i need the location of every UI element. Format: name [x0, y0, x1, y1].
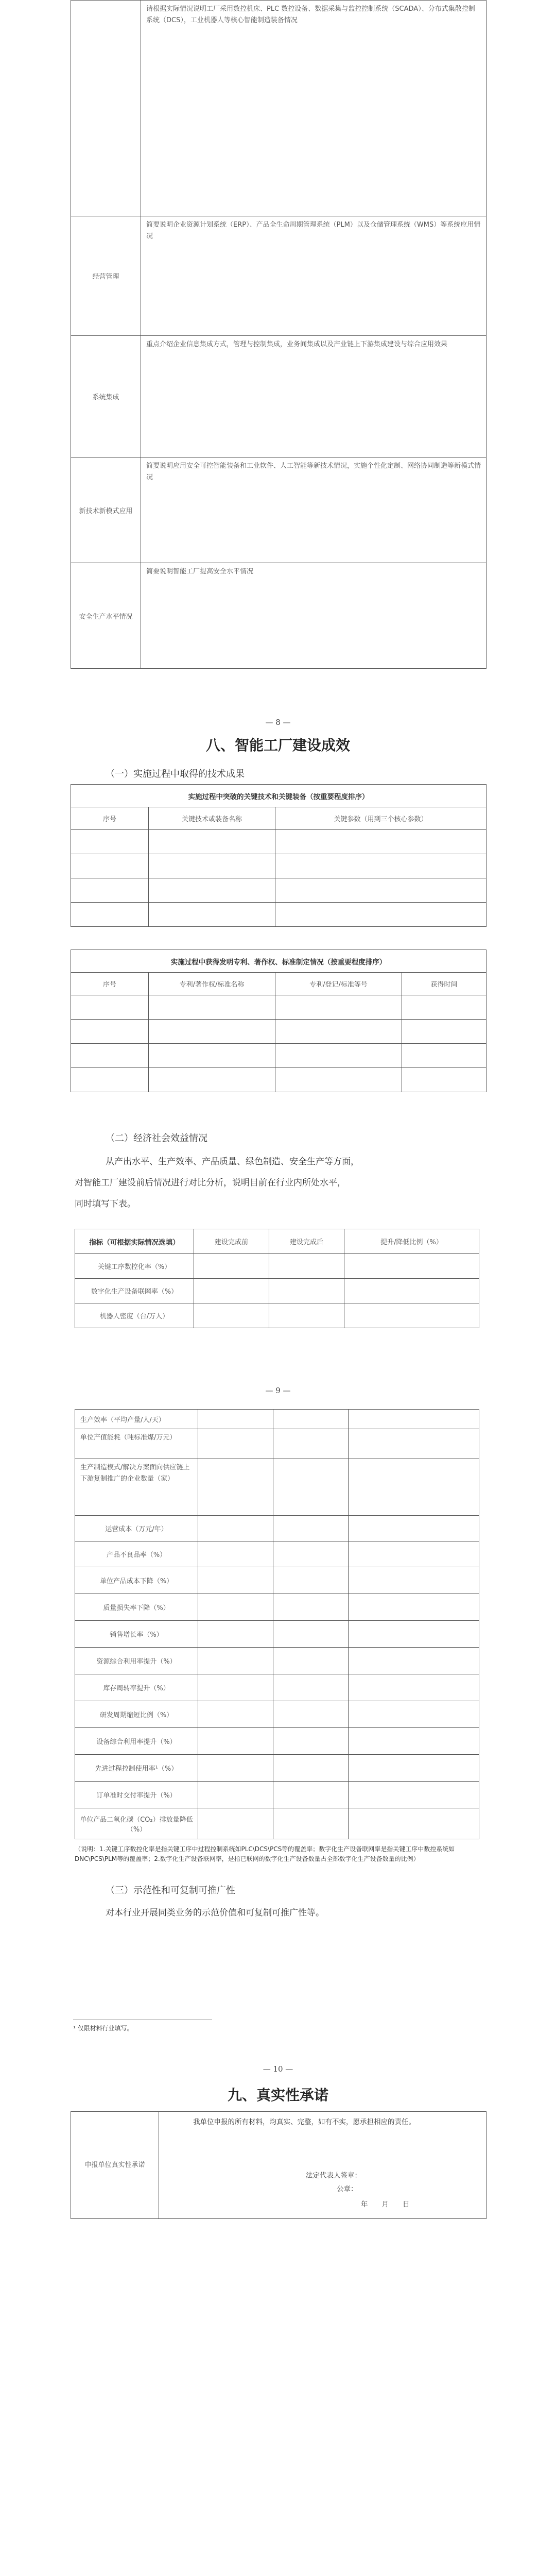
table-note: （说明：1.关键工序数控化率是指关键工序中过程控制系统如PLC\DCS\PCS等的覆盖率；数字化生产设备联网率是指关键工序中数控系统如DNC\PCS\PLM等的覆盖率；2.数字化生产设备联网率，是指已联网的数字化生产设备数量占全部数字化生产设备数量的比例） [75, 1845, 455, 1862]
subheading-tech-results: （一）实施过程中取得的技术成果 [106, 769, 245, 779]
indicator-label: 先进过程控制使用率¹（%） [75, 1755, 198, 1782]
indicator-label: 生产制造模式/解决方案面向供应链上下游复制推广的企业数量（家） [75, 1459, 198, 1516]
s7-text-3: 简要说明应用安全可控智能装备和工业软件、人工智能等新技术情况，实施个性化定制、网络协同制造等新模式情况 [141, 457, 486, 563]
date-line: 年 月 日 [361, 2200, 410, 2209]
ind-col-before: 建设完成前 [194, 1229, 269, 1254]
indicator-label: 设备综合利用率提升（%） [75, 1728, 198, 1755]
table-row [75, 1728, 479, 1755]
s7-label-1: 经营管理 [71, 216, 141, 336]
declare-text: 我单位申报的所有材料，均真实、完整，如有不实，愿承担相应的责任。 [193, 2118, 415, 2126]
legal-rep-sign: 法定代表人签章： [306, 2172, 361, 2180]
table-row [75, 1674, 479, 1701]
para-demonstration: 对本行业开展同类业务的示范价值和可复制可推广性等。 [106, 1908, 324, 1918]
indicator-label: 单位产值能耗（吨标准煤/万元） [75, 1429, 198, 1459]
section7-table [71, 0, 486, 669]
declare-label: 申报单位真实性承诺 [71, 2112, 159, 2219]
s7-label-4: 安全生产水平情况 [71, 563, 141, 669]
patent-table-title: 实施过程中获得发明专利、著作权、标准制定情况（按重要程度排序） [71, 950, 486, 973]
indicator-label: 数字化生产设备联网率（%） [75, 1279, 194, 1303]
table-row [75, 1541, 479, 1567]
s7-label-2: 系统集成 [71, 336, 141, 457]
indicator-label: 单位产品成本下降（%） [75, 1567, 198, 1594]
indicator-label: 关键工序数控化率（%） [75, 1254, 194, 1279]
table-row [71, 903, 486, 927]
patent-col-date: 获得时间 [402, 973, 486, 995]
page-number-10: — 10 — [263, 2064, 293, 2074]
page-number-8: — 8 — [265, 718, 291, 727]
table-row [75, 1621, 479, 1648]
subheading-economic: （二）经济社会效益情况 [106, 1133, 207, 1144]
section8-title: 八、智能工厂建设成效 [205, 737, 350, 754]
table-row [75, 1755, 479, 1782]
tech-table [71, 784, 486, 927]
table-row [71, 1068, 486, 1092]
indicator-label: 订单准时交付率提升（%） [75, 1782, 198, 1808]
page-number-9: — 9 — [265, 1386, 291, 1395]
s7-text-4: 简要说明智能工厂提高安全水平情况 [141, 563, 486, 669]
table-row [75, 1567, 479, 1594]
section9-title: 九、真实性承诺 [227, 2087, 328, 2104]
indicator-table-p9 [75, 1409, 479, 1839]
patent-col-number: 专利/登记/标准等号 [275, 973, 402, 995]
table-row [75, 1254, 479, 1279]
table-row [75, 1701, 479, 1728]
indicator-label: 研发周期缩短比例（%） [75, 1701, 198, 1728]
indicator-label: 生产效率（平均产量/人/天） [75, 1410, 198, 1429]
table-row [71, 830, 486, 854]
ind-col-change: 提升/降低比例（%） [344, 1229, 479, 1254]
patent-table [71, 950, 486, 1092]
table-row [75, 1808, 479, 1839]
table-row [71, 1044, 486, 1068]
tech-col-params: 关键参数（用到三个核心参数） [275, 807, 486, 830]
indicator-label: 销售增长率（%） [75, 1621, 198, 1648]
indicator-label: 资源综合利用率提升（%） [75, 1648, 198, 1674]
table-row [75, 1410, 479, 1429]
patent-col-index: 序号 [71, 973, 149, 995]
tech-table-title: 实施过程中突破的关键技术和关键装备（按重要程度排序） [71, 785, 486, 807]
indicator-table-p8 [75, 1229, 479, 1328]
para-economic-3: 同时填写下表。 [75, 1199, 136, 1209]
table-row [71, 1020, 486, 1044]
official-seal: 公章： [337, 2185, 358, 2193]
para-economic-2: 对智能工厂建设前后情况进行对比分析，说明目前在行业内所处水平， [75, 1178, 346, 1188]
indicator-label: 库存周转率提升（%） [75, 1674, 198, 1701]
ind-col-after: 建设完成后 [269, 1229, 344, 1254]
table-row [71, 854, 486, 878]
table-row [75, 1303, 479, 1328]
table-row [71, 878, 486, 903]
table-row [75, 1782, 479, 1808]
table-row [75, 1429, 479, 1459]
table-row [75, 1516, 479, 1541]
ind-col-indicator: 指标（可根据实际情况选填） [75, 1229, 194, 1254]
footnote: ¹ 仅限材料行业填写。 [73, 2025, 133, 2032]
table-row [75, 1279, 479, 1303]
tech-col-name: 关键技术或装备名称 [149, 807, 275, 830]
indicator-label: 运营成本（万元/年） [75, 1516, 198, 1541]
s7-label-3: 新技术新模式应用 [71, 457, 141, 563]
subheading-demonstration: （三）示范性和可复制可推广性 [106, 1885, 235, 1896]
s7-text-1: 简要说明企业资源计划系统（ERP）、产品全生命周期管理系统（PLM）以及仓储管理系统（WMS）等系统应用情况 [141, 216, 486, 336]
table-row [71, 995, 486, 1020]
declaration-table [71, 2111, 486, 2219]
s7-text-0: 请根据实际情况说明工厂采用数控机床、PLC 数控设备、数据采集与监控控制系统（SCADA）、分布式集散控制系统（DCS），工业机器人等核心智能制造装备情况 [141, 1, 486, 216]
table-row [75, 1459, 479, 1516]
s7-text-2: 重点介绍企业信息集成方式，管理与控制集成，业务间集成以及产业链上下游集成建设与综合应用效果 [141, 336, 486, 457]
indicator-label: 单位产品二氧化碳（CO₂）排放量降低（%） [75, 1808, 198, 1839]
para-economic-1: 从产出水平、生产效率、产品质量、绿色制造、安全生产等方面， [106, 1157, 359, 1167]
indicator-label: 产品不良品率（%） [75, 1541, 198, 1567]
tech-col-index: 序号 [71, 807, 149, 830]
indicator-label: 质量损失率下降（%） [75, 1594, 198, 1621]
patent-col-name: 专利/著作权/标准名称 [149, 973, 275, 995]
s7-label-0 [71, 1, 141, 216]
indicator-label: 机器人密度（台/万人） [75, 1303, 194, 1328]
table-row [75, 1594, 479, 1621]
table-row [75, 1648, 479, 1674]
